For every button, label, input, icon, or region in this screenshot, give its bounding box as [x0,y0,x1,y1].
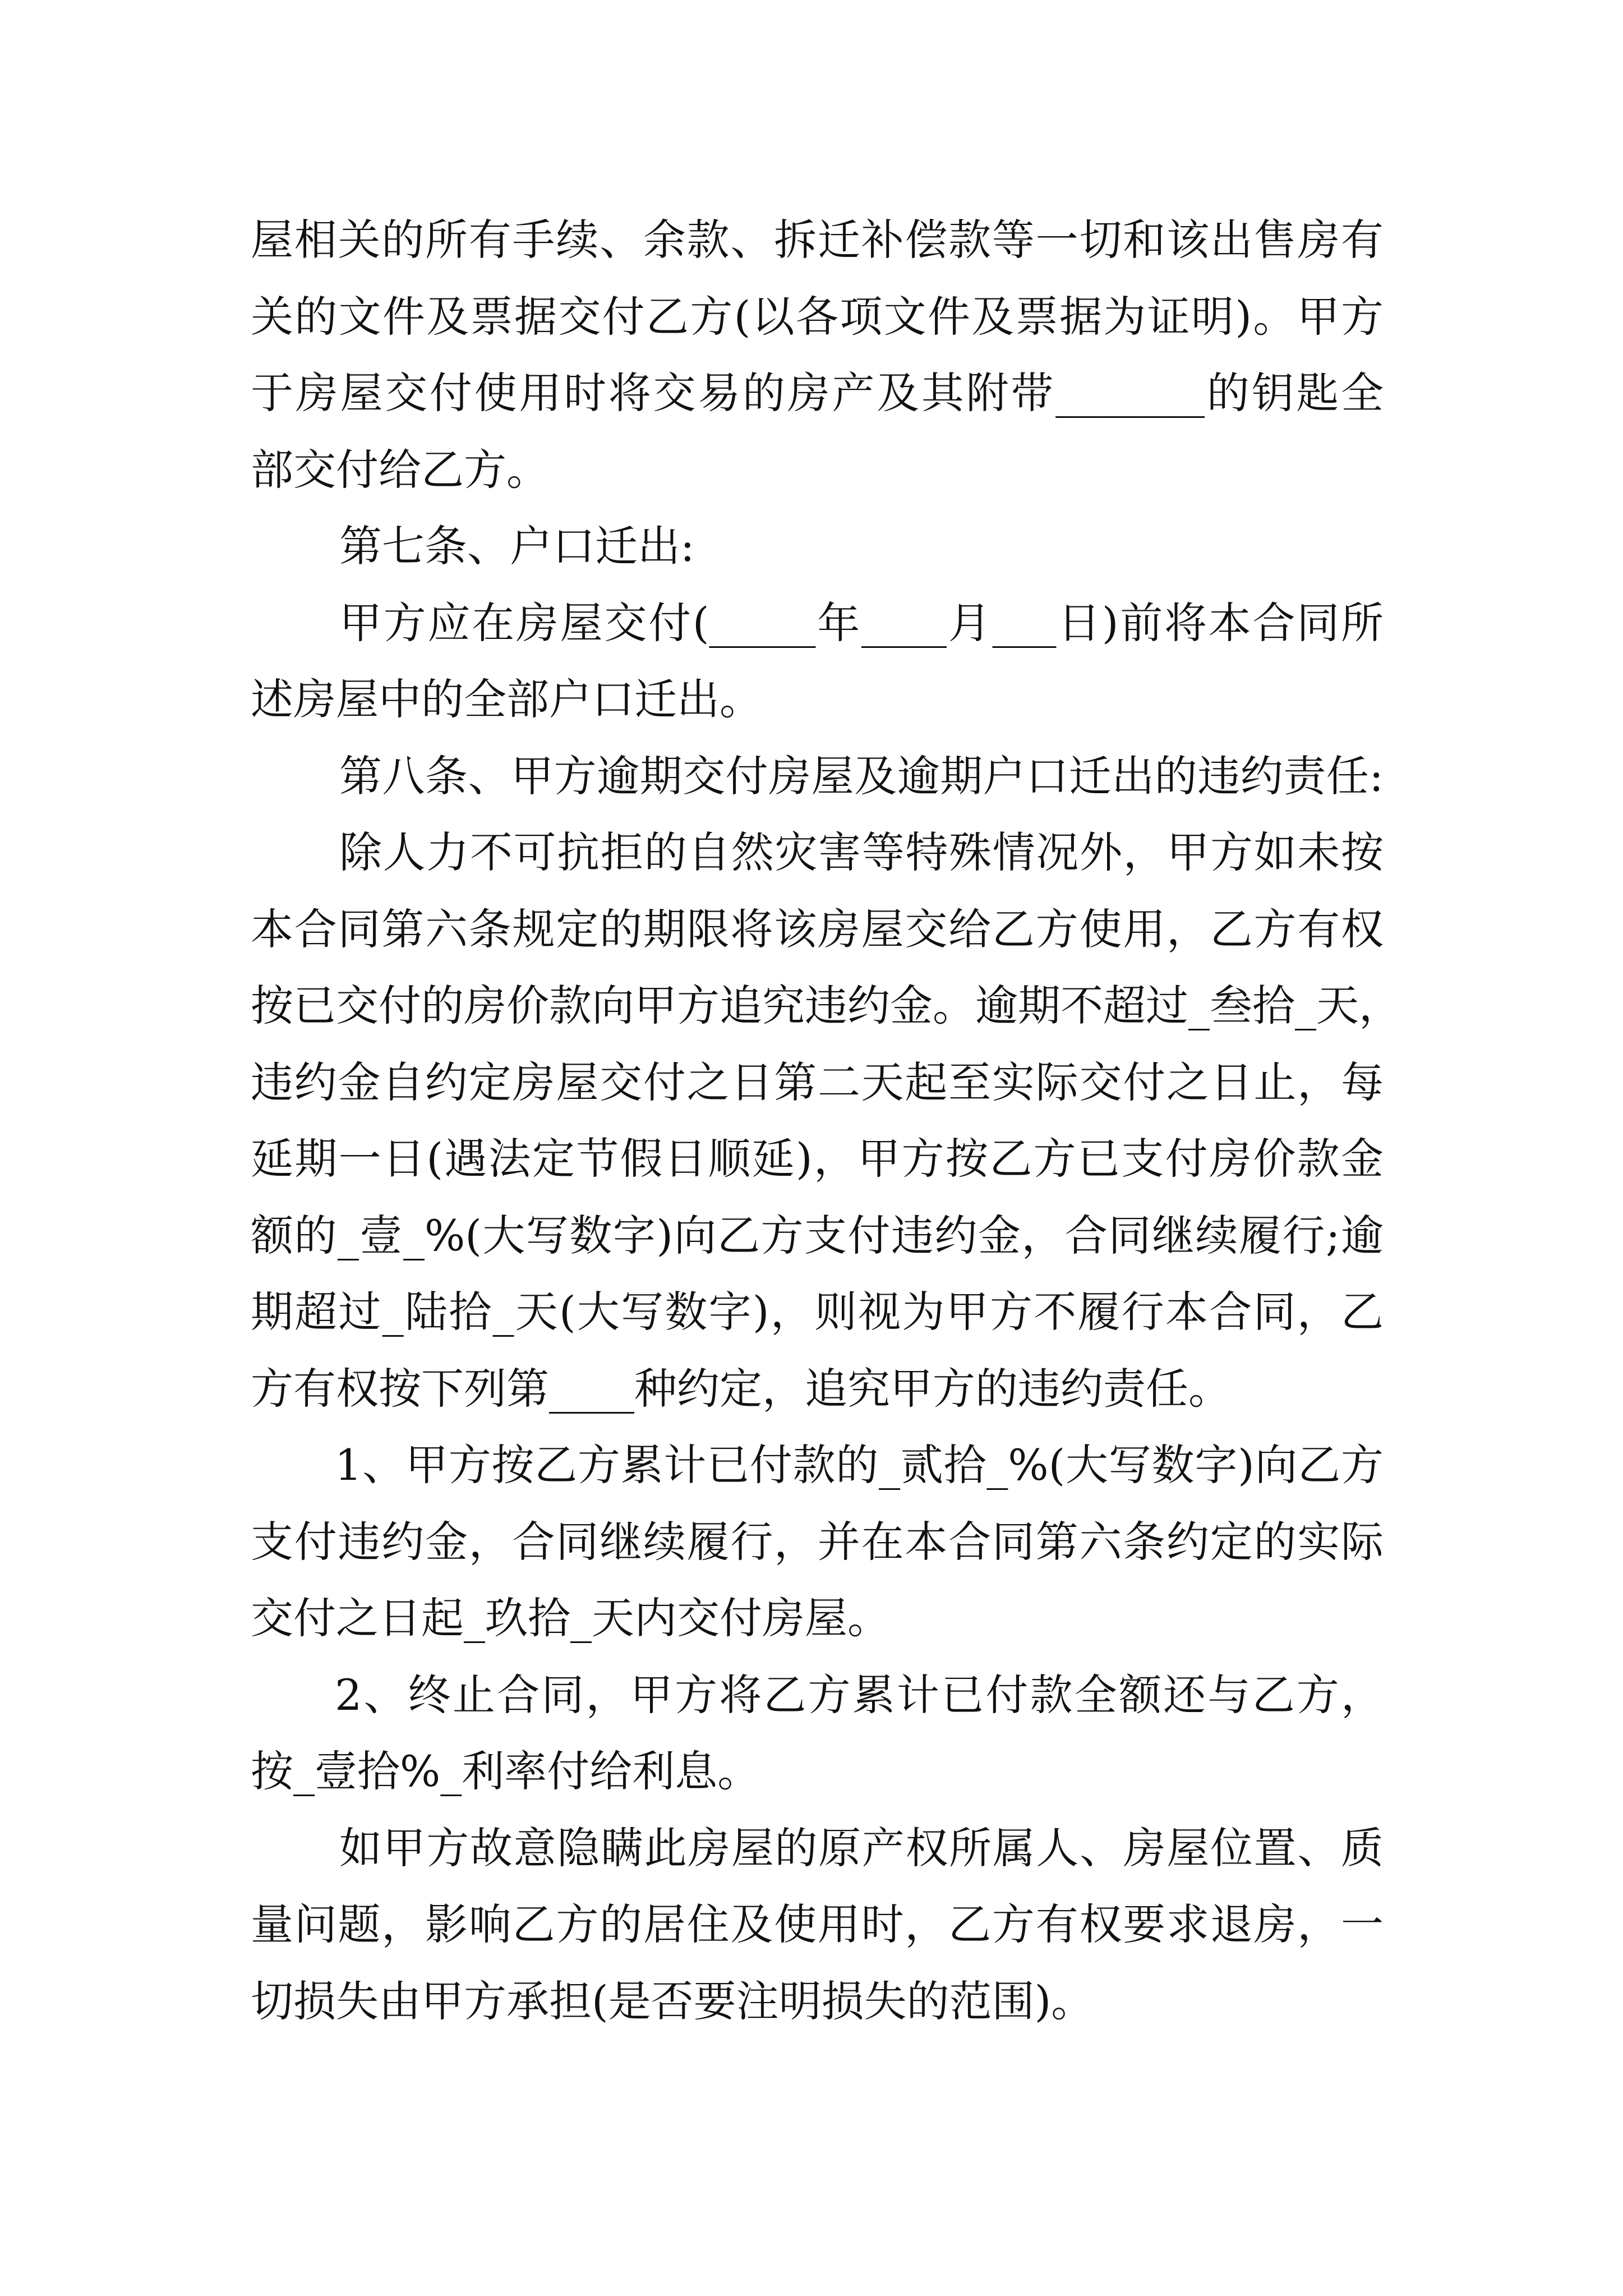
text-line: 于房屋交付使用时将交易的房产及其附带_______的钥匙全 [251,368,1384,418]
text-line: 如甲方故意隐瞒此房屋的原产权所属人、房屋位置、质 [339,1823,1384,1873]
text-line: 量问题，影响乙方的居住及使用时，乙方有权要求退房，一 [251,1899,1384,1949]
text-line: 延期一日(遇法定节假日顺延)，甲方按乙方已支付房价款金 [251,1134,1384,1184]
text-line: 交付之日起_玖拾_天内交付房屋。 [251,1593,890,1643]
text-line: 部交付给乙方。 [251,444,549,495]
text-line: 述房屋中的全部户口迁出。 [251,674,762,724]
text-line: 方有权按下列第____种约定，追究甲方的违约责任。 [251,1363,1231,1414]
text-line: 额的_壹_%(大写数字)向乙方支付违约金，合同继续履行;逾 [251,1210,1384,1260]
section-heading-7: 第七条、户口迁出: [339,521,695,571]
clause-item-2: 2、终止合同，甲方将乙方累计已付款全额还与乙方， [335,1669,1384,1720]
text-line: 本合同第六条规定的期限将该房屋交给乙方使用，乙方有权 [251,904,1384,954]
section-heading-8: 第八条、甲方逾期交付房屋及逾期户口迁出的违约责任: [339,751,1384,801]
text-line: 期超过_陆拾_天(大写数字)，则视为甲方不履行本合同，乙 [251,1287,1384,1337]
text-line: 除人力不可抗拒的自然灾害等特殊情况外，甲方如未按 [339,827,1384,877]
contract-body [251,202,1401,2040]
text-line: 屋相关的所有手续、余款、拆迁补偿款等一切和该出售房有 [251,215,1384,265]
text-line: 关的文件及票据交付乙方(以各项文件及票据为证明)。甲方 [251,291,1384,342]
clause-item-1: 1、甲方按乙方累计已付款的_贰拾_%(大写数字)向乙方 [335,1440,1384,1490]
text-line: 按_壹拾%_利率付给利息。 [251,1746,760,1796]
text-line: 违约金自约定房屋交付之日第二天起至实际交付之日止，每 [251,1057,1384,1107]
text-line: 甲方应在房屋交付(_____年____月___日)前将本合同所 [339,597,1384,648]
text-line: 按已交付的房价款向甲方追究违约金。逾期不超过_叁拾_天， [251,981,1401,1030]
text-line: 支付违约金，合同继续履行，并在本合同第六条约定的实际 [251,1516,1384,1567]
text-line: 切损失由甲方承担(是否要注明损失的范围)。 [251,1976,1094,2026]
